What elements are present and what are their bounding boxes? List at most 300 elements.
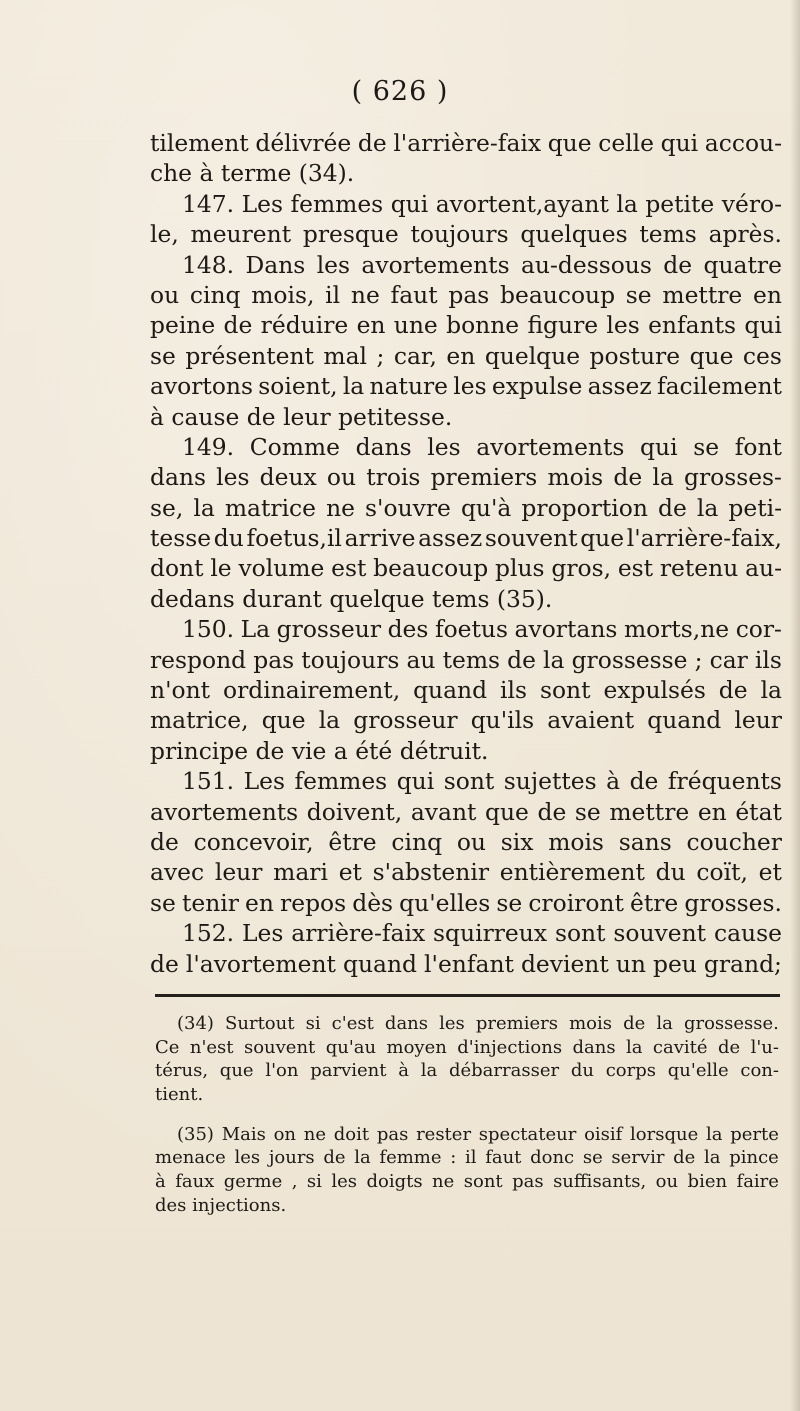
word: entièrement [499, 858, 645, 887]
word: souvent [484, 524, 578, 553]
body-line [150, 158, 782, 188]
word: se, [150, 493, 184, 522]
word: avortent,ayant [435, 189, 609, 218]
word: du [655, 858, 686, 887]
word: grossesse [571, 645, 688, 674]
word: fréquents [667, 767, 782, 796]
word: quelque [484, 341, 581, 370]
word: (34). [298, 159, 355, 188]
word: en [245, 888, 274, 917]
word: posture [589, 341, 681, 370]
word: coucher [686, 827, 782, 856]
word: des [387, 615, 429, 644]
word: foetus,il [246, 524, 342, 553]
word: vie [291, 736, 327, 765]
word: de [255, 736, 285, 765]
word: la [652, 463, 674, 492]
page-edge-shadow [790, 0, 800, 1411]
word: doit [333, 1123, 370, 1145]
word: que [219, 1060, 254, 1082]
word: oisif [584, 1123, 623, 1145]
word: ne [350, 280, 380, 309]
word: cinq [391, 827, 443, 856]
word: délivrée [255, 129, 352, 157]
word: de [357, 129, 387, 157]
word: femmes [294, 767, 388, 796]
word: ne [303, 1123, 326, 1145]
page-number: ( 626 ) [351, 76, 449, 107]
word: ces [742, 341, 782, 370]
word: qu'à [460, 493, 512, 522]
word: menace [155, 1147, 226, 1169]
word: Les [241, 189, 283, 218]
word: avec [150, 858, 205, 887]
word: peu [652, 949, 697, 978]
word: de [150, 827, 179, 856]
word: tilement [150, 129, 249, 157]
word: de [629, 767, 659, 796]
word: figure [527, 311, 599, 340]
word: Dans [245, 250, 306, 279]
word: ou [150, 280, 180, 309]
word: 151. [182, 767, 235, 796]
word: pince [729, 1147, 779, 1169]
word: les [316, 250, 351, 279]
word: ; [694, 645, 703, 674]
word: pas [512, 1171, 544, 1193]
word: principe [150, 736, 249, 765]
footnotes [155, 1012, 779, 1218]
word: accou- [704, 129, 782, 157]
word: la [616, 189, 638, 218]
body-line [150, 462, 782, 492]
word: durant [242, 584, 322, 613]
body-line [150, 705, 782, 735]
word: petitesse. [338, 402, 453, 431]
word: se [693, 432, 720, 461]
word: après. [708, 220, 782, 249]
word: (34) [177, 1013, 214, 1034]
word: cause [171, 402, 240, 431]
word: grossesse. [683, 1013, 779, 1034]
word: germe [223, 1171, 283, 1193]
word: leur [283, 402, 331, 431]
word: l'avortement [185, 949, 336, 978]
word: se [582, 1147, 603, 1169]
word: de [717, 1036, 741, 1058]
word: sont [554, 919, 606, 948]
word: et [338, 858, 362, 887]
footnote-gap [155, 1107, 779, 1123]
word: avortements [361, 250, 510, 279]
word: dont [150, 554, 204, 583]
word: coït, [696, 858, 748, 887]
word: parvient [310, 1060, 387, 1082]
word: volume [238, 554, 325, 583]
body-text [150, 128, 782, 979]
word: tient. [155, 1084, 204, 1106]
word: arrive [344, 524, 416, 553]
word: si [305, 1013, 321, 1034]
word: car [709, 645, 748, 674]
word: n'est [189, 1036, 234, 1058]
word: les [331, 1171, 358, 1193]
word: si [306, 1171, 322, 1193]
word: la [705, 1123, 723, 1145]
word: s'ouvre [365, 493, 451, 522]
word: avortons [150, 372, 253, 401]
word: con- [740, 1060, 779, 1082]
word: ou [655, 1171, 679, 1193]
word: qui [390, 189, 429, 218]
word: on [273, 1123, 297, 1145]
footnote-line [155, 1083, 779, 1107]
footnote-line [155, 1059, 779, 1083]
footnote-separator-rule [155, 994, 780, 997]
word: la [626, 1036, 643, 1058]
word: qui [660, 129, 699, 157]
word: dès [352, 888, 394, 917]
word: les [427, 432, 461, 461]
word: dedans [150, 584, 235, 613]
word: pas [376, 1123, 409, 1145]
word: premiers [475, 1013, 558, 1034]
word: beaucoup [500, 280, 616, 309]
word: quand [413, 676, 488, 705]
word: la [704, 1147, 721, 1169]
word: meurent [190, 220, 292, 249]
word: devient [520, 949, 609, 978]
word: de [150, 949, 179, 978]
word: que [547, 129, 592, 157]
word: du [570, 1060, 594, 1082]
word: de [537, 797, 567, 826]
word: leur [734, 706, 782, 735]
word: matrice, [150, 706, 249, 735]
word: repos [280, 888, 347, 917]
word: état [735, 797, 782, 826]
word: tenir [181, 888, 239, 917]
word: leur [214, 858, 263, 887]
body-line [150, 280, 782, 310]
word: gros, [551, 554, 612, 583]
word: sont [443, 767, 495, 796]
body-line [150, 766, 782, 796]
word: mettre [662, 280, 743, 309]
word: est [331, 554, 367, 583]
word: qu'elles [399, 888, 491, 917]
body-line [150, 949, 782, 979]
word: doivent, [306, 797, 403, 826]
word: de [663, 250, 693, 279]
word: mois [547, 463, 604, 492]
word: il [464, 1147, 477, 1169]
word: les [606, 311, 640, 340]
word: au- [745, 554, 782, 583]
word: dans [355, 432, 412, 461]
word: spectateur [478, 1123, 577, 1145]
word: grosses- [683, 463, 782, 492]
word: été [355, 736, 393, 765]
word: que [689, 341, 734, 370]
word: : [450, 1147, 457, 1169]
body-line [150, 827, 782, 857]
body-line [150, 645, 782, 675]
word: des [155, 1194, 187, 1216]
word: proportion [521, 493, 648, 522]
word: morts,ne [623, 615, 730, 644]
word: , [291, 1171, 298, 1193]
word: mettre [609, 797, 690, 826]
body-line [150, 888, 782, 918]
word: réduire [260, 311, 349, 340]
word: sans [618, 827, 672, 856]
word: et [758, 858, 782, 887]
word: pas [253, 645, 295, 674]
word: l'on [265, 1060, 299, 1082]
footnote-line [155, 1146, 779, 1170]
word: au-dessous [520, 250, 652, 279]
word: rester [416, 1123, 472, 1145]
word: le, [150, 220, 179, 249]
word: avortements [150, 797, 299, 826]
word: la [420, 1060, 438, 1082]
word: soient, [258, 372, 338, 401]
word: (35). [496, 584, 553, 613]
word: de [673, 1147, 696, 1169]
word: du [213, 524, 244, 553]
word: expulse [491, 372, 583, 401]
word: que [485, 797, 529, 826]
word: de [718, 676, 748, 705]
word: 149. [182, 432, 235, 461]
word: faux [175, 1171, 215, 1193]
word: quatre [703, 250, 782, 279]
word: sont [463, 1171, 503, 1193]
word: de [246, 402, 276, 431]
word: se [625, 280, 652, 309]
word: mal [323, 341, 368, 370]
word: que [580, 524, 625, 553]
word: beaucoup [373, 554, 489, 583]
word: presque [302, 220, 399, 249]
word: dans [150, 463, 206, 492]
body-line [150, 219, 782, 249]
footnote-line [155, 1194, 779, 1218]
word: la [760, 676, 782, 705]
word: pas [448, 280, 490, 309]
word: d'injections [457, 1036, 563, 1058]
word: la [354, 1147, 371, 1169]
word: premiers [430, 463, 538, 492]
word: est [617, 554, 654, 583]
word: c'est [331, 1013, 374, 1034]
word: se [496, 888, 523, 917]
body-line [150, 310, 782, 340]
word: le [210, 554, 232, 583]
word: un [615, 949, 646, 978]
body-line [150, 797, 782, 827]
word: plus [495, 554, 545, 583]
word: jours [268, 1147, 315, 1169]
word: la [342, 372, 365, 401]
word: avaient [547, 706, 635, 735]
word: quelques [520, 220, 628, 249]
word: à [199, 159, 214, 188]
word: les [439, 1013, 465, 1034]
word: à [606, 767, 621, 796]
word: les [216, 463, 250, 492]
word: la [318, 706, 341, 735]
word: cause [713, 919, 782, 948]
word: femme [379, 1147, 442, 1169]
word: être [328, 827, 377, 856]
word: faut [485, 1147, 522, 1169]
word: avortements [476, 432, 625, 461]
word: l'u- [750, 1036, 779, 1058]
word: cavité [652, 1036, 708, 1058]
word: cor- [735, 615, 782, 644]
word: Ce [155, 1036, 180, 1058]
word: ; [376, 341, 385, 370]
word: squirreux [433, 919, 548, 948]
word: l'enfant [424, 949, 514, 978]
word: toujours [410, 220, 509, 249]
body-line [150, 128, 782, 158]
word: sujettes [503, 767, 597, 796]
word: qu'ils [470, 706, 535, 735]
word: de [223, 311, 253, 340]
body-line [150, 918, 782, 948]
word: corps [605, 1060, 656, 1082]
word: qu'au [325, 1036, 377, 1058]
word: la [656, 1013, 673, 1034]
body-line [150, 493, 782, 523]
word: a [333, 736, 348, 765]
word: qui [640, 432, 678, 461]
word: peine [150, 311, 216, 340]
body-line [150, 189, 782, 219]
word: trois [366, 463, 421, 492]
word: il [325, 280, 341, 309]
footnote-line [155, 1123, 779, 1147]
word: s'abstenir [372, 858, 489, 887]
word: souvent [243, 1036, 316, 1058]
body-line [150, 553, 782, 583]
word: Comme [249, 432, 340, 461]
word: car, [393, 341, 437, 370]
footnote-line [155, 1012, 779, 1036]
word: à [150, 402, 164, 431]
word: ordinairement, [222, 676, 401, 705]
word: assez [587, 372, 652, 401]
word: femmes [290, 189, 384, 218]
word: ne [326, 493, 355, 522]
word: quelque [329, 584, 425, 613]
word: l'arrière-faix, [626, 524, 782, 553]
word: celle [598, 129, 654, 157]
word: six [500, 827, 534, 856]
word: grosseur [353, 706, 458, 735]
word: l'arrière-faix [393, 129, 542, 157]
word: se [150, 341, 176, 370]
word: détruit. [399, 736, 489, 765]
word: ils [754, 645, 782, 674]
word: faut [390, 280, 438, 309]
word: avortans [514, 615, 618, 644]
word: tems [639, 220, 697, 249]
word: être [630, 888, 679, 917]
word: dans [572, 1036, 616, 1058]
word: grosseur [276, 615, 382, 644]
word: les [453, 372, 487, 401]
word: ils [500, 676, 528, 705]
body-line [150, 371, 782, 401]
word: La [240, 615, 271, 644]
word: mois, [251, 280, 315, 309]
body-line [150, 432, 782, 462]
word: tesse [150, 524, 212, 553]
word: retenu [659, 554, 739, 583]
word: Les [242, 919, 284, 948]
body-line [150, 523, 782, 553]
word: croiront [528, 888, 624, 917]
word: doigts [366, 1171, 423, 1193]
word: ne [432, 1171, 455, 1193]
word: servir [611, 1147, 665, 1169]
word: petite [645, 189, 715, 218]
word: ou [326, 463, 357, 492]
body-line [150, 857, 782, 887]
word: che [150, 159, 193, 188]
word: enfants [648, 311, 737, 340]
word: vérо- [721, 189, 782, 218]
word: à [155, 1171, 166, 1193]
word: assez [418, 524, 483, 553]
footnote-line [155, 1170, 779, 1194]
word: au [406, 645, 436, 674]
word: se [150, 888, 176, 917]
word: bonne [446, 311, 520, 340]
word: en [356, 311, 386, 340]
word: qui [744, 311, 782, 340]
word: donc [530, 1147, 575, 1169]
body-line [150, 584, 782, 614]
word: moyen [386, 1036, 447, 1058]
word: deux [259, 463, 317, 492]
word: mari [273, 858, 328, 887]
word: mois [548, 827, 604, 856]
word: dans [384, 1013, 429, 1034]
word: en [752, 280, 782, 309]
word: injections. [192, 1194, 287, 1216]
word: arrière-faix [291, 919, 426, 948]
word: se [574, 797, 601, 826]
word: suffisants, [553, 1171, 647, 1193]
word: toujours [301, 645, 400, 674]
word: 150. [182, 615, 235, 644]
word: bien [687, 1171, 728, 1193]
word: Mais [221, 1123, 266, 1145]
word: Les [243, 767, 285, 796]
word: peti- [728, 493, 782, 522]
word: cinq [189, 280, 241, 309]
word: débarrasser [448, 1060, 560, 1082]
word: faire [736, 1171, 779, 1193]
word: de [658, 493, 687, 522]
body-line [150, 614, 782, 644]
word: qui [396, 767, 435, 796]
